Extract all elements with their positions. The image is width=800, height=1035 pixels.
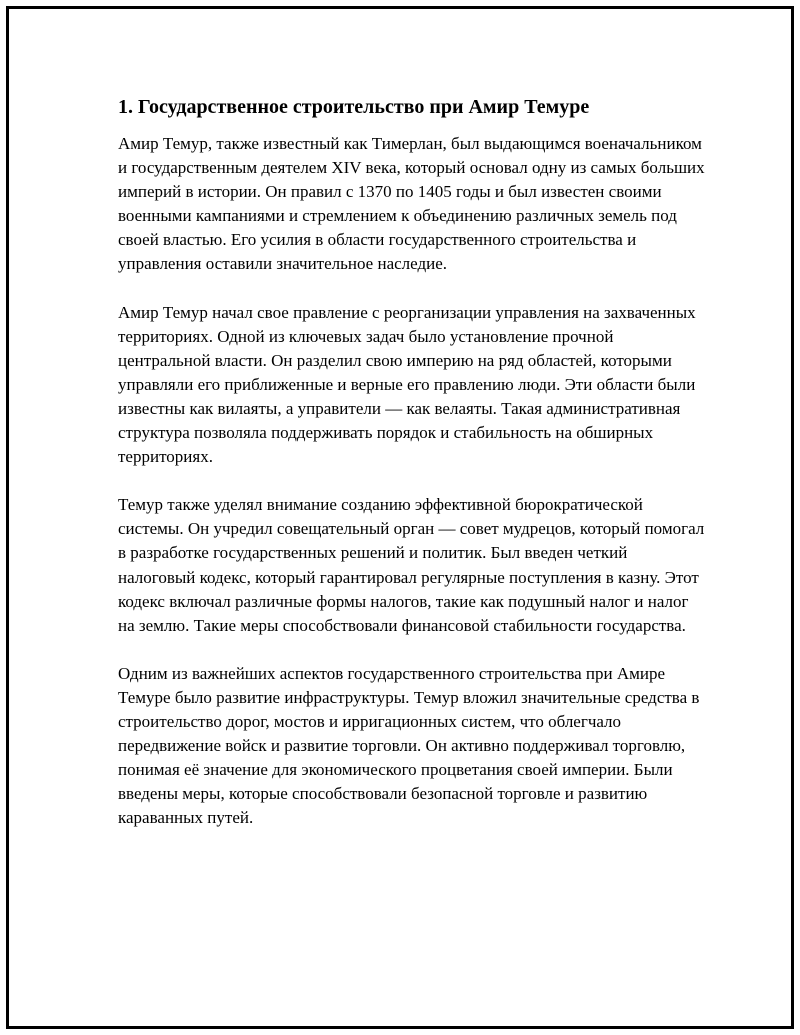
paragraph-1: Амир Темур, также известный как Тимерлан, был выдающимся военачальником и государственным деятелем XIV века, который основал одну из самых больших империй в истории. Он правил с 1370 по 1405 годы и был известен своими военными кампаниями и стремлением к объединению различных земель под своей властью. Его усилия в области государственного строительства и управления оставили значительное наследие.: [118, 134, 705, 274]
document-body: [118, 92, 708, 854]
paragraph-4: Одним из важнейших аспектов государственного строительства при Амире Темуре было развитие инфраструктуры. Темур вложил значительные средства в строительство дорог, мостов и ирригационных систем, что облегчало передвижение войск и развитие торговли. Он активно поддерживал торговлю, понимая её значение для экономического процветания своей империи. Были введены меры, которые способствовали безопасной торговле и развитию караванных путей.: [118, 663, 700, 828]
paragraph-3: Темур также уделял внимание созданию эффективной бюрократической системы. Он учредил совещательный орган — совет мудрецов, который помогал в разработке государственных решений и политик. Был введен четкий налоговый кодекс, который гарантировал регулярные поступления в казну. Этот кодекс включал различные формы налогов, такие как подушный налог и налог на землю. Такие меры способствовали финансовой стабильности государства.: [118, 495, 705, 635]
paragraph-2: Амир Темур начал свое правление с реорганизации управления на захваченных территориях. Одной из ключевых задач было установление прочной центральной власти. Он разделил свою империю на ряд областей, которыми управляли его приближенные и верные его правлению люди. Эти области были известны как вилаяты, а управители — как велаяты. Такая административная структура позволяла поддерживать порядок и стабильность на обширных территориях.: [118, 302, 696, 467]
section-heading: 1. Государственное строительство при Амир Темуре: [118, 96, 590, 118]
